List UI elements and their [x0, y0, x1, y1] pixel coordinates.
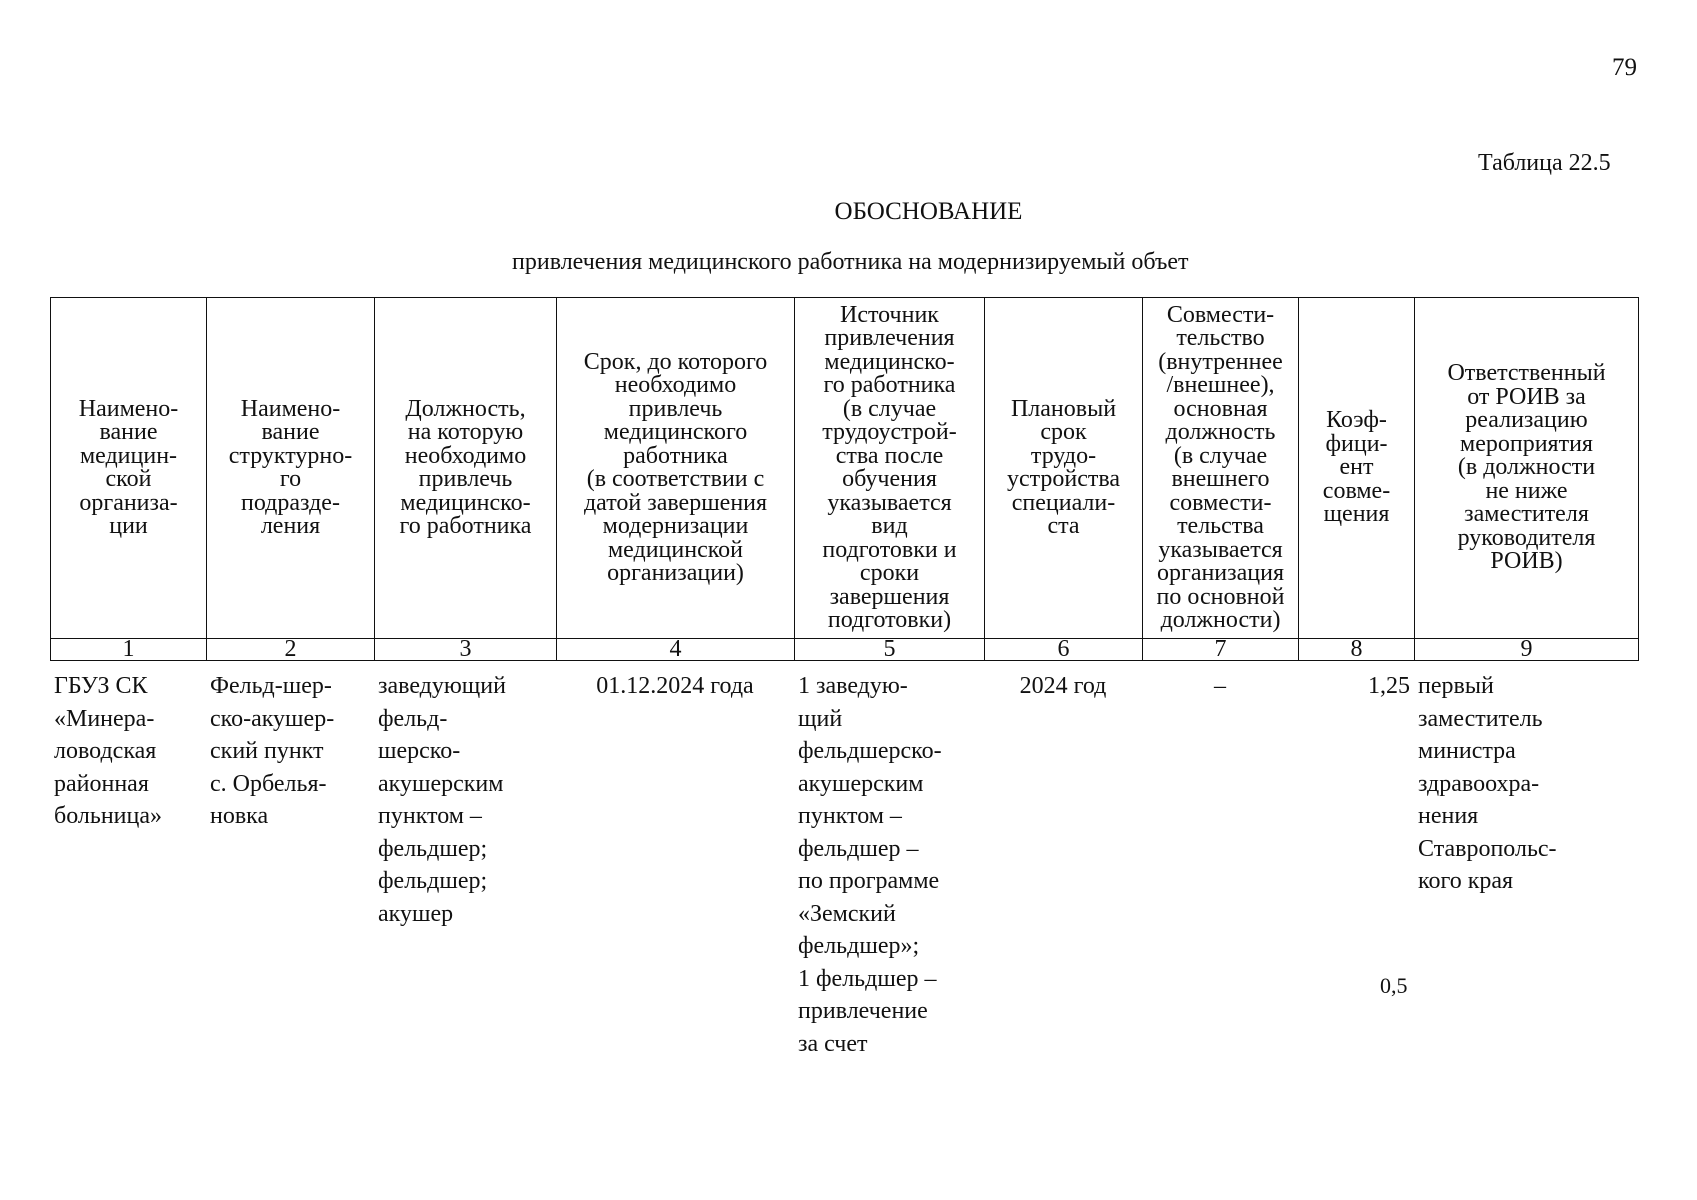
text-line: вание [261, 419, 320, 445]
text-line: мероприятия [1460, 430, 1593, 457]
text-line: завершения [829, 583, 950, 610]
header-cell [375, 298, 557, 639]
text-line: работника [623, 442, 728, 469]
text-line: фельдшерско- [798, 738, 942, 764]
text-line: Источник [840, 301, 939, 328]
text-line: обучения [842, 466, 937, 492]
cell-responsible [1414, 670, 1638, 1060]
cell-deadline: 01.12.2024 года [596, 673, 754, 699]
text-line: структурно- [228, 442, 353, 469]
text-line: акушер [378, 900, 454, 927]
text-line: ской [105, 466, 152, 492]
column-number: 4 [557, 639, 795, 661]
text-line: 1 фельдшер – [798, 965, 937, 992]
text-line: 1 заведую- [798, 673, 908, 699]
text-line: щения [1323, 501, 1390, 528]
coefficient-secondary: 0,5 [1380, 973, 1408, 998]
text-line: привлечь [418, 466, 513, 492]
table-label: Таблица 22.5 [1478, 150, 1611, 176]
column-number: 9 [1415, 639, 1639, 661]
text-line: указывается [827, 489, 952, 516]
column-number: 1 [51, 639, 207, 661]
text-line: министра [1418, 738, 1516, 764]
text-line: (в соответствии с [586, 466, 765, 492]
text-line: медицинско- [400, 489, 531, 516]
text-line: необходимо [614, 372, 737, 398]
text-line: го [279, 466, 302, 492]
text-line: пунктом – [378, 803, 482, 829]
column-number: 8 [1299, 639, 1415, 661]
column-number: 7 [1143, 639, 1299, 661]
table-row [50, 670, 1638, 1060]
column-number: 6 [985, 639, 1143, 661]
text-line: основная [1173, 395, 1268, 422]
text-line: фици- [1325, 430, 1388, 457]
text-line: должность [1165, 419, 1276, 445]
text-line: фельдшер»; [798, 933, 920, 959]
text-line: ловодская [54, 738, 157, 764]
text-line: заместитель [1418, 705, 1543, 732]
text-line: трудо- [1030, 442, 1097, 469]
text-line: ста [1047, 513, 1080, 539]
cell-structural-unit [206, 670, 374, 1060]
text-line: Ставропольс- [1418, 835, 1557, 862]
document-subtitle: привлечения медицинского работника на модернизируемый объет [512, 249, 1189, 275]
text-line: вид [871, 513, 908, 539]
text-line: реализацию [1465, 407, 1588, 434]
document-title: ОБОСНОВАНИЕ [834, 198, 1023, 225]
table-body [50, 670, 1638, 1060]
header-cell [51, 298, 207, 639]
text-line: ский пункт [210, 738, 324, 764]
text-line: тельства [1177, 513, 1264, 539]
text-line: руководителя [1457, 524, 1596, 551]
text-line: по основной [1156, 583, 1285, 610]
text-line: РОИВ) [1490, 548, 1563, 575]
text-line: подготовки и [822, 536, 957, 563]
text-line: (в должности [1457, 454, 1596, 481]
text-line: фельдшер; [378, 835, 488, 862]
text-line: ции [109, 513, 148, 539]
text-line: медицинского [603, 419, 748, 445]
header-cell [1415, 298, 1639, 639]
text-line: акушерским [378, 770, 504, 797]
text-line: модернизации [602, 513, 749, 539]
header-cell [207, 298, 375, 639]
text-line: заместителя [1464, 501, 1589, 528]
text-line: «Минера- [54, 705, 155, 732]
text-line: ления [260, 513, 321, 539]
text-line: заведующий [378, 673, 506, 699]
text-line: срок [1040, 419, 1087, 445]
text-line: Плановый [1010, 395, 1117, 422]
text-line: привлечение [798, 998, 928, 1024]
text-line: /внешнее), [1166, 372, 1275, 398]
text-line: Ответственный [1447, 360, 1606, 387]
header-cell [1143, 298, 1299, 639]
header-cell [985, 298, 1143, 639]
text-line: районная [54, 770, 149, 797]
cell-source [794, 670, 984, 1060]
text-line: тельство [1176, 325, 1265, 351]
text-line: на которую [407, 419, 524, 445]
text-line: не ниже [1485, 477, 1568, 504]
text-line: необходимо [404, 442, 527, 469]
text-line: медицинско- [824, 348, 955, 375]
header-cell [557, 298, 795, 639]
text-line: медицин- [79, 442, 178, 469]
cell-position [374, 670, 556, 1060]
header-cell [1299, 298, 1415, 639]
text-line: медицинской [607, 536, 744, 563]
text-line: подготовки) [827, 607, 952, 633]
text-line: устройства [1006, 466, 1121, 492]
text-line: с. Орбелья- [210, 770, 327, 797]
text-line: ент [1339, 454, 1374, 481]
text-line: должности) [1160, 607, 1281, 633]
text-line: фельдшер – [798, 835, 919, 862]
text-line: организации) [607, 560, 744, 586]
text-line: указывается [1158, 536, 1283, 563]
column-number: 5 [795, 639, 985, 661]
text-line: здравоохра- [1418, 770, 1540, 797]
text-line: за счет [798, 1030, 868, 1057]
text-line: Наимено- [240, 395, 341, 422]
text-line: датой завершения [583, 489, 768, 516]
text-line: щий [798, 705, 843, 732]
text-line: трудоустрой- [822, 419, 957, 445]
column-number: 2 [207, 639, 375, 661]
text-line: Наимено- [78, 395, 179, 422]
text-line: совмести- [1169, 489, 1272, 516]
cell-organization [50, 670, 206, 1060]
text-line: привлечь [628, 395, 723, 422]
text-line: го работника [399, 513, 532, 539]
text-line: привлечения [824, 325, 955, 351]
text-line: вание [99, 419, 158, 445]
table-header [50, 297, 1639, 661]
page-number: 79 [1612, 54, 1637, 81]
text-line: первый [1418, 673, 1494, 699]
text-line: «Земский [798, 900, 896, 927]
header-cell [795, 298, 985, 639]
text-line: ГБУЗ СК [54, 673, 148, 699]
text-line: подразде- [241, 489, 340, 516]
text-line: организа- [79, 489, 178, 516]
text-line: ства после [835, 442, 944, 469]
text-line: Должность, [405, 395, 526, 422]
cell-coefficient: 1,25 [1368, 673, 1410, 699]
text-line: по программе [798, 868, 940, 894]
text-line: фельдшер; [378, 868, 488, 894]
cell-planned-term: 2024 год [1019, 673, 1107, 699]
text-line: новка [210, 803, 269, 829]
text-line: ско-акушер- [210, 705, 335, 732]
column-number: 3 [375, 639, 557, 661]
text-line: кого края [1418, 868, 1514, 894]
text-line: шерско- [378, 738, 461, 764]
text-line: (внутреннее [1158, 348, 1283, 375]
text-line: больница» [54, 803, 162, 829]
text-line: специали- [1011, 489, 1116, 516]
text-line: Фельд-шер- [210, 673, 332, 699]
text-line: Срок, до которого [583, 348, 768, 375]
text-line: пунктом – [798, 803, 902, 829]
text-line: фельд- [378, 705, 448, 732]
text-line: акушерским [798, 770, 924, 797]
text-line: организация [1156, 560, 1285, 586]
text-line: нения [1418, 803, 1479, 829]
text-line: Коэф- [1326, 407, 1387, 434]
text-line: (в случае [1173, 442, 1268, 469]
text-line: сроки [859, 560, 920, 586]
text-line: от РОИВ за [1467, 383, 1586, 410]
text-line: совме- [1322, 477, 1391, 504]
text-line: (в случае [842, 395, 937, 422]
text-line: внешнего [1171, 466, 1270, 492]
cell-combination: – [1214, 673, 1226, 699]
text-line: Совмести- [1166, 301, 1275, 328]
text-line: го работника [823, 372, 956, 398]
